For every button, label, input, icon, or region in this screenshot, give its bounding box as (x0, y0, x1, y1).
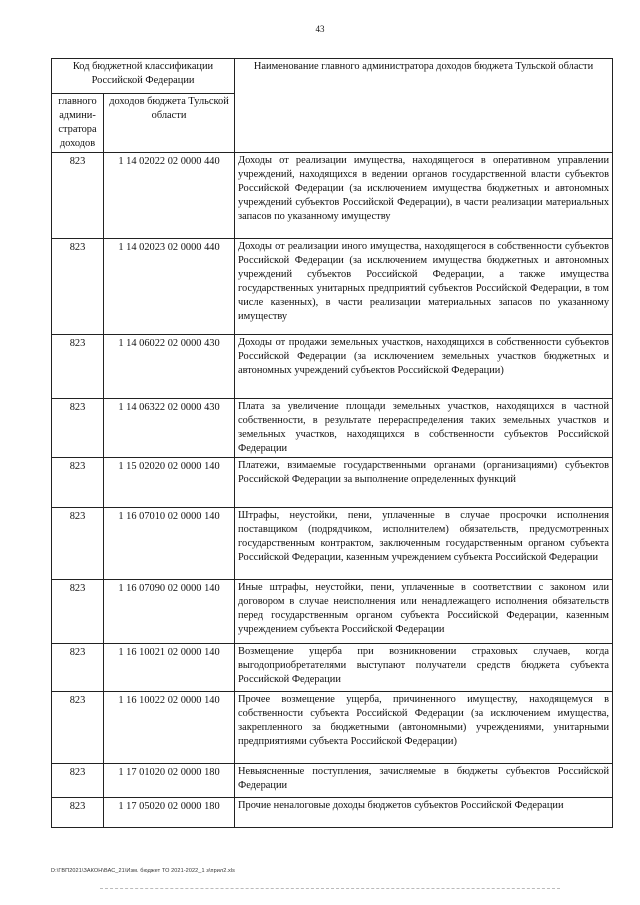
revenue-name-cell: Штрафы, неустойки, пени, уплаченные в случае просрочки исполнения поставщиком (подрядчиком, исполнителем) обязательств, предусмотренных государственным контрактом, заключенным государственным органом субъекта Российской Федерации, казенным учреждением субъекта Российской Федерации (235, 507, 613, 579)
revenue-name-cell: Доходы от продажи земельных участков, находящихся в собственности субъектов Российской Федерации (за исключением земельных участков бюджетных и автономных учреждений субъектов Российской Федерации) (235, 335, 613, 399)
table-row (52, 797, 613, 827)
table-header-row (52, 59, 613, 94)
table-row (52, 239, 613, 335)
revenue-name-cell: Прочие неналоговые доходы бюджетов субъектов Российской Федерации (235, 797, 613, 827)
revenue-code-cell: 1 14 06022 02 0000 430 (104, 335, 235, 399)
name-column-header: Наименование главного администратора доходов бюджета Тульской области (235, 59, 613, 153)
table-row (52, 579, 613, 643)
table-row (52, 643, 613, 691)
revenue-classification-table (51, 58, 613, 828)
revenue-name-cell: Плата за увеличение площади земельных участков, находящихся в частной собственности, в результате перераспределения таких земельных участков и земельных участков, находящихся в собственности субъектов Российской Федерации (235, 399, 613, 458)
revenue-code-cell: 1 14 02023 02 0000 440 (104, 239, 235, 335)
code-group-header: Код бюджетной классификации Российской Федерации (52, 59, 235, 94)
table-row (52, 457, 613, 507)
table-row (52, 335, 613, 399)
admin-code-cell: 823 (52, 763, 104, 797)
revenue-code-cell: 1 16 07010 02 0000 140 (104, 507, 235, 579)
revenue-code-cell: 1 14 02022 02 0000 440 (104, 153, 235, 239)
revenue-name-cell: Возмещение ущерба при возникновении страховых случаев, когда выгодоприобретателями выступают получатели средств бюджета субъекта Российской Федерации (235, 643, 613, 691)
admin-code-cell: 823 (52, 457, 104, 507)
revenue-code-cell: 1 16 10021 02 0000 140 (104, 643, 235, 691)
admin-code-cell: 823 (52, 239, 104, 335)
revenue-name-cell: Прочее возмещение ущерба, причиненного имуществу, находящемуся в собственности субъекта Российской Федерации (за исключением имущества, закрепленного за бюджетными (автономными) учреждениями, унитарными предприятиями субъекта Российской Федерации) (235, 691, 613, 763)
footer-divider (100, 888, 560, 889)
admin-column-header: главного админи-стратора доходов (52, 94, 104, 153)
admin-code-cell: 823 (52, 797, 104, 827)
revenue-code-cell: 1 17 05020 02 0000 180 (104, 797, 235, 827)
table-row (52, 399, 613, 458)
admin-code-cell: 823 (52, 153, 104, 239)
admin-code-cell: 823 (52, 399, 104, 458)
revenue-code-cell: 1 16 10022 02 0000 140 (104, 691, 235, 763)
admin-code-cell: 823 (52, 579, 104, 643)
admin-code-cell: 823 (52, 507, 104, 579)
revenue-name-cell: Доходы от реализации иного имущества, находящегося в собственности субъектов Российской Федерации (за исключением имущества бюджетных и автономных учреждений субъектов Российской Федерации, а также имущества государственных унитарных предприятий субъектов Российской Федерации, в том числе казенных), в части реализации материальных запасов по указанному имуществу (235, 239, 613, 335)
admin-code-cell: 823 (52, 691, 104, 763)
revenue-name-cell: Невыясненные поступления, зачисляемые в бюджеты субъектов Российской Федерации (235, 763, 613, 797)
file-path-footer: D:\ГВП2021\ЗАКОН\ВАС_21\Изм. бюджет ТО 2021-2022_1 з\прил2.xls (51, 868, 236, 874)
revenue-code-cell: 1 14 06322 02 0000 430 (104, 399, 235, 458)
revenue-code-cell: 1 17 01020 02 0000 180 (104, 763, 235, 797)
revenue-code-cell: 1 15 02020 02 0000 140 (104, 457, 235, 507)
revenue-code-cell: 1 16 07090 02 0000 140 (104, 579, 235, 643)
admin-code-cell: 823 (52, 335, 104, 399)
revenue-name-cell: Иные штрафы, неустойки, пени, уплаченные в соответствии с законом или договором в случае неисполнения или ненадлежащего исполнения обязательств перед государственным органом субъекта Российской Федерации, казенным учреждением субъекта Российской Федерации (235, 579, 613, 643)
revenue-name-cell: Платежи, взимаемые государственными органами (организациями) субъектов Российской Федерации за выполнение определенных функций (235, 457, 613, 507)
revenue-name-cell: Доходы от реализации имущества, находящегося в оперативном управлении учреждений, находящихся в ведении органов государственной власти субъектов Российской Федерации (за исключением имущества бюджетных и автономных учреждений субъектов Российской Федерации), в части реализации материальных запасов по указанному имуществу (235, 153, 613, 239)
page-number: 43 (315, 24, 325, 34)
table-row (52, 507, 613, 579)
table-row (52, 153, 613, 239)
admin-code-cell: 823 (52, 643, 104, 691)
code-column-header: доходов бюджета Тульской области (104, 94, 235, 153)
table-row (52, 691, 613, 763)
table-row (52, 763, 613, 797)
